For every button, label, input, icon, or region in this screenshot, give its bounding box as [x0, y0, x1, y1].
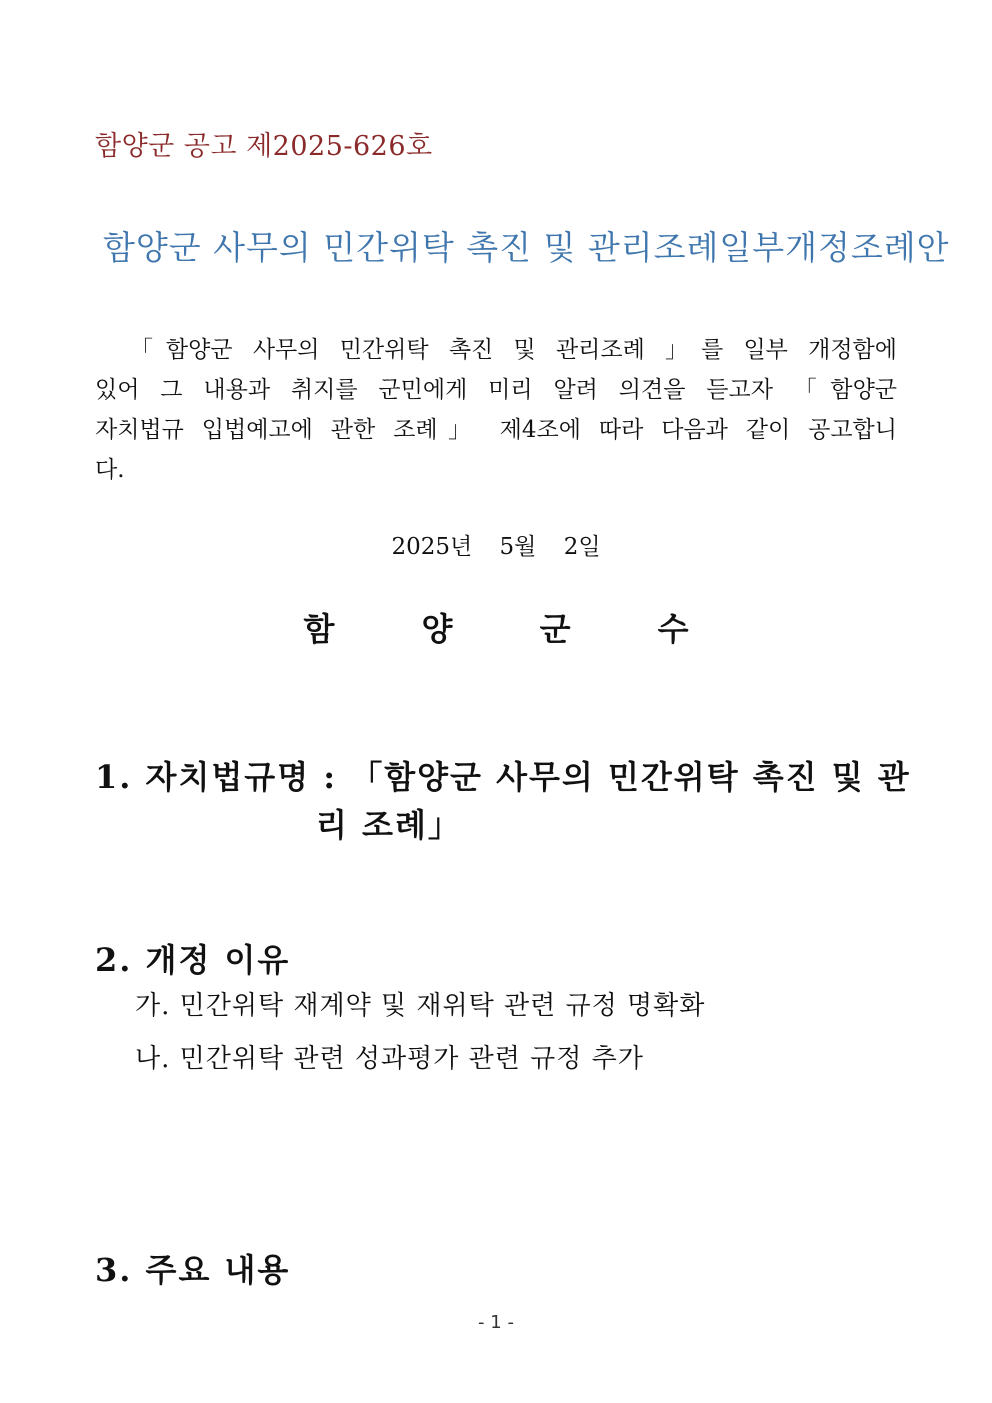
issuer-char: 함 [303, 610, 335, 648]
body-paragraph [95, 330, 897, 490]
issuer-char: 양 [421, 610, 453, 648]
section-2-item: 가. 민간위탁 재계약 및 재위탁 관련 규정 명확화 [135, 991, 706, 1021]
section-1-heading: 1. 자치법규명 : 「함양군 사무의 민간위탁 촉진 및 관 [95, 758, 911, 796]
date-month: 5월 [499, 534, 537, 560]
section-2-heading: 2. 개정 이유 [95, 941, 291, 979]
section-3-heading: 3. 주요 내용 [95, 1251, 291, 1289]
issuer-char: 수 [657, 610, 689, 648]
issuer-char: 군 [539, 610, 571, 648]
issuer-name [0, 604, 992, 650]
body-line: 있어 그 내용과 취지를 군민에게 미리 알려 의견을 듣고자 「함양군 [95, 377, 897, 403]
date-year: 2025년 [391, 534, 473, 560]
notice-number: 함양군 공고 제2025-626호 [95, 131, 433, 162]
page-number: - 1 - [478, 1312, 514, 1333]
document-title: 함양군 사무의 민간위탁 촉진 및 관리조례일부개정조례안 [103, 228, 950, 267]
body-line: 다. [95, 457, 125, 483]
section-2-item: 나. 민간위탁 관련 성과평가 관련 규정 추가 [135, 1044, 644, 1074]
date-day: 2일 [563, 534, 601, 560]
notice-date [0, 528, 992, 561]
body-line: 「함양군 사무의 민간위탁 촉진 및 관리조례 」를 일부 개정함에 [130, 337, 897, 363]
body-line: 자치법규 입법예고에 관한 조례」 제4조에 따라 다음과 같이 공고합니 [95, 417, 897, 443]
section-1-heading-continued: 리 조례」 [316, 806, 462, 844]
